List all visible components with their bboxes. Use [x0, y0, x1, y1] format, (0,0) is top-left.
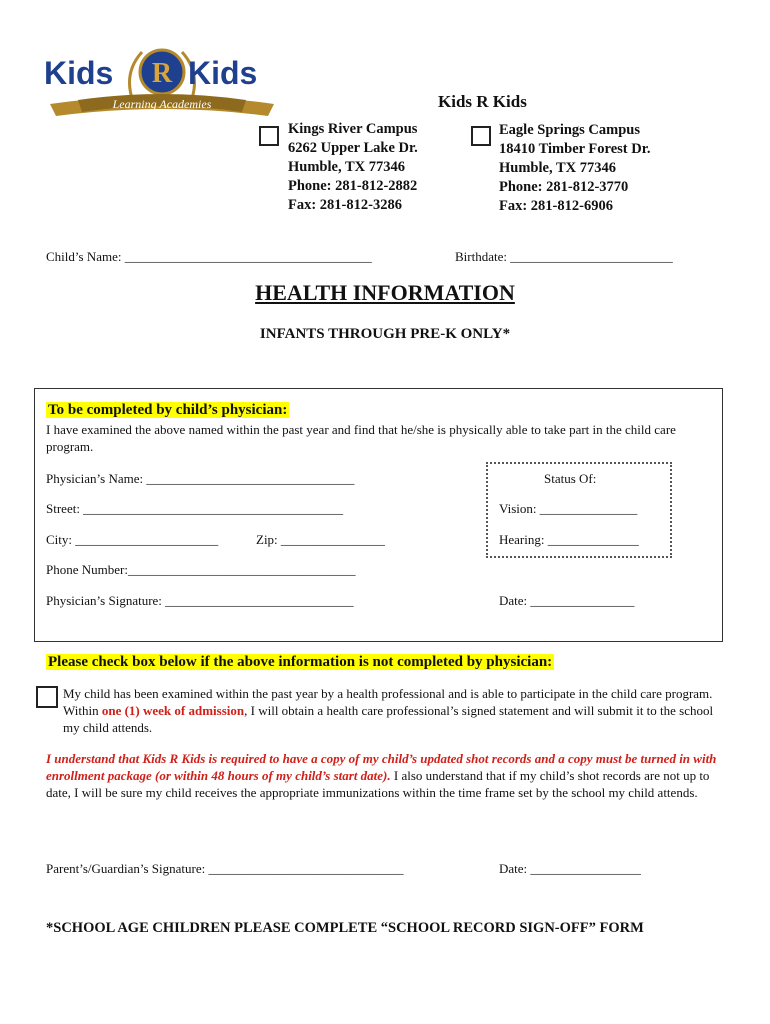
- physician-name-field[interactable]: Physician’s Name: ________________________________: [46, 471, 355, 486]
- campus-name: Eagle Springs Campus: [499, 122, 641, 138]
- org-name: Kids R Kids: [438, 92, 527, 111]
- city-field[interactable]: City: ______________________: [46, 532, 219, 547]
- shot-records-notice: [46, 750, 726, 801]
- campus-name: Kings River Campus: [288, 121, 418, 137]
- vision-field[interactable]: Vision: _______________: [499, 501, 638, 516]
- phone-number-field[interactable]: Phone Number:___________________________________: [46, 562, 356, 577]
- kings-river-campus-block: [288, 120, 418, 215]
- logo-graphic: [42, 44, 282, 124]
- logo-ribbon-text: Learning Academies: [112, 97, 212, 111]
- parent-check-heading: [46, 653, 554, 671]
- birthdate-field[interactable]: Birthdate: _________________________: [455, 249, 673, 264]
- campus-phone: Phone: 281-812-2882: [288, 178, 418, 194]
- shot-records-acknowledgement: I also understand that if my child’s shot records are not up to date, I will be sure my child receives the appropriate immunizations within the time frame set by the school my child attends.: [46, 768, 710, 800]
- page-title: HEALTH INFORMATION: [255, 280, 515, 305]
- parent-check-heading-text: Please check box below if the above information is not completed by physician:: [48, 654, 553, 670]
- school-age-footer-note: *SCHOOL AGE CHILDREN PLEASE COMPLETE “SCHOOL RECORD SIGN-OFF” FORM: [46, 920, 644, 936]
- logo-kids-right: Kids: [188, 55, 258, 91]
- zip-field[interactable]: Zip: ________________: [256, 532, 385, 547]
- parent-date-field[interactable]: Date: _________________: [499, 861, 641, 876]
- kids-r-kids-logo: [42, 44, 282, 124]
- physician-statement: I have examined the above named within the past year and find that he/she is physically able to take part in the child care program.: [46, 422, 676, 454]
- physician-heading: [46, 401, 289, 419]
- physician-signature-field[interactable]: Physician’s Signature: _____________________________: [46, 593, 354, 608]
- shot-records-requirement: I understand that Kids R Kids is required to have a copy of my child’s updated shot records and a copy must be turned in with enrollment package (or within 48 hours of my child’s start date).: [46, 751, 717, 783]
- campus-address: 18410 Timber Forest Dr.: [499, 141, 651, 157]
- kings-river-campus-checkbox[interactable]: [259, 126, 279, 146]
- eagle-springs-campus-block: [499, 121, 650, 216]
- eagle-springs-campus-checkbox[interactable]: [471, 126, 491, 146]
- page-subtitle: INFANTS THROUGH PRE-K ONLY*: [259, 326, 511, 342]
- campus-phone: Phone: 281-812-3770: [499, 179, 629, 195]
- parent-check-text-a: My child has been examined within the past year by a health professional and is able to participate in the child care program. Within: [63, 686, 713, 718]
- campus-city: Humble, TX 77346: [499, 160, 616, 176]
- street-field[interactable]: Street: ________________________________________: [46, 501, 344, 516]
- campus-city: Humble, TX 77346: [288, 159, 405, 175]
- campus-address: 6262 Upper Lake Dr.: [288, 140, 418, 156]
- campus-fax: Fax: 281-812-3286: [288, 197, 402, 213]
- status-of-title: Status Of:: [544, 471, 597, 486]
- parent-check-text-b: , I will obtain a health care professional’s signed statement and will submit it to the school my child attends.: [63, 703, 714, 735]
- childs-name-field[interactable]: Child’s Name: ______________________________________: [46, 249, 372, 264]
- campus-fax: Fax: 281-812-6906: [499, 198, 613, 214]
- physician-heading-text: To be completed by child’s physician:: [48, 402, 288, 418]
- examined-by-professional-checkbox[interactable]: [36, 686, 58, 708]
- parent-signature-field[interactable]: Parent’s/Guardian’s Signature: ______________________________: [46, 861, 404, 876]
- physician-date-field[interactable]: Date: ________________: [499, 593, 635, 608]
- hearing-field[interactable]: Hearing: ______________: [499, 532, 639, 547]
- logo-r: R: [151, 58, 173, 89]
- parent-check-deadline: one (1) week of admission: [101, 703, 245, 718]
- logo-kids-left: Kids: [44, 55, 114, 91]
- parent-check-statement: [63, 685, 715, 736]
